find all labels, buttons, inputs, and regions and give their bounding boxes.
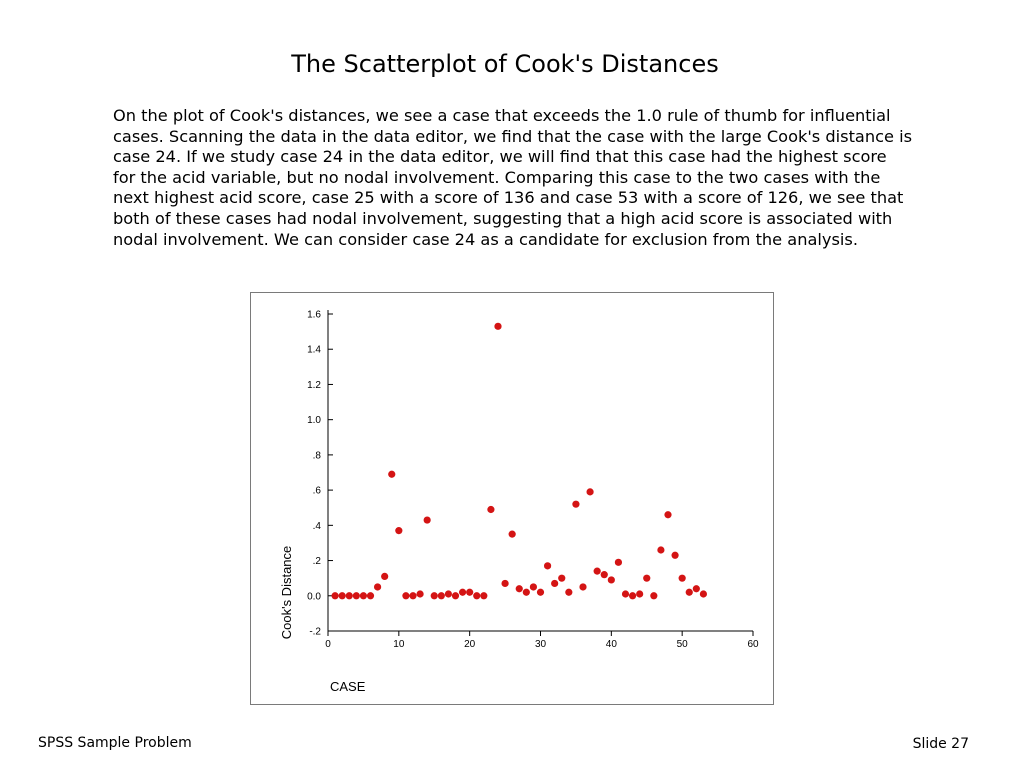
data-point <box>572 501 579 508</box>
x-axis-title: CASE <box>330 679 366 694</box>
data-point <box>530 583 537 590</box>
data-point <box>608 576 615 583</box>
footer-title: SPSS Sample Problem <box>38 735 192 751</box>
data-point <box>339 592 346 599</box>
data-point <box>374 583 381 590</box>
data-point <box>402 592 409 599</box>
data-point <box>551 580 558 587</box>
data-point <box>388 471 395 478</box>
data-point <box>445 590 452 597</box>
data-point <box>622 590 629 597</box>
data-point <box>594 568 601 575</box>
data-point <box>615 559 622 566</box>
y-tick-label: 1.0 <box>307 415 321 427</box>
x-tick-label: 30 <box>534 639 547 650</box>
data-point <box>693 585 700 592</box>
data-point <box>516 585 523 592</box>
y-tick-label: 0.0 <box>307 591 321 603</box>
slide-number: Slide 27 <box>912 736 969 752</box>
y-tick-label: 1.2 <box>307 379 321 391</box>
slide-body-text: On the plot of Cook's distances, we see a case that exceeds the 1.0 rule of thumb for influential cases. Scanning the data in the data editor, we find that the case with the large Cook's distance is case 24. If we study case 24 in the data editor, we will find that this case had the highest score for the acid variable, but no nodal involvement. Comparing this case to the two cases with the next highest acid score, case 25 with a score of 136 and case 53 with a score of 126, we see that both of these cases had nodal involvement, suggesting that a high acid score is associated with nodal involvement. We can consider case 24 as a candidate for exclusion from the analysis. <box>113 106 913 249</box>
cooks-distance-scatterplot <box>251 293 773 704</box>
data-point <box>650 592 657 599</box>
data-point <box>643 575 650 582</box>
data-point <box>537 589 544 596</box>
data-point <box>416 590 423 597</box>
y-tick-label: .4 <box>312 520 321 532</box>
y-tick-label: 1.6 <box>307 309 321 321</box>
data-point <box>367 592 374 599</box>
data-point <box>565 589 572 596</box>
data-point <box>679 575 686 582</box>
y-tick-label: -.2 <box>309 626 321 638</box>
data-point <box>331 592 338 599</box>
data-point <box>671 552 678 559</box>
data-point <box>360 592 367 599</box>
y-tick-label: .8 <box>312 450 321 462</box>
x-tick-label: 50 <box>676 639 688 650</box>
data-point <box>636 590 643 597</box>
slide-title: The Scatterplot of Cook's Distances <box>291 50 719 78</box>
data-point <box>494 323 501 330</box>
x-tick-label: 10 <box>393 639 405 650</box>
data-point <box>586 488 593 495</box>
chart-frame <box>250 292 774 705</box>
data-point <box>346 592 353 599</box>
y-tick-label: .2 <box>312 556 321 568</box>
data-point <box>544 562 551 569</box>
data-point <box>686 589 693 596</box>
data-point <box>466 589 473 596</box>
data-point <box>473 592 480 599</box>
data-point <box>657 546 664 553</box>
y-tick-label: 1.4 <box>307 344 321 356</box>
data-point <box>629 592 636 599</box>
x-tick-label: 60 <box>747 639 759 650</box>
data-point <box>601 571 608 578</box>
data-point <box>523 589 530 596</box>
y-axis-title: Cook's Distance <box>279 545 294 640</box>
data-point <box>579 583 586 590</box>
data-point <box>395 527 402 534</box>
y-tick-label: .6 <box>312 485 321 497</box>
data-point <box>558 575 565 582</box>
data-point <box>431 592 438 599</box>
data-point <box>700 590 707 597</box>
data-point <box>381 573 388 580</box>
data-point <box>501 580 508 587</box>
data-point <box>480 592 487 599</box>
data-point <box>664 511 671 518</box>
x-tick-label: 40 <box>605 639 617 650</box>
data-point <box>509 531 516 538</box>
x-tick-label: 20 <box>464 639 476 650</box>
x-tick-label: 0 <box>325 639 331 650</box>
data-point <box>424 516 431 523</box>
data-point <box>438 592 445 599</box>
data-point <box>409 592 416 599</box>
data-point <box>459 589 466 596</box>
data-point <box>487 506 494 513</box>
data-point <box>452 592 459 599</box>
data-point <box>353 592 360 599</box>
